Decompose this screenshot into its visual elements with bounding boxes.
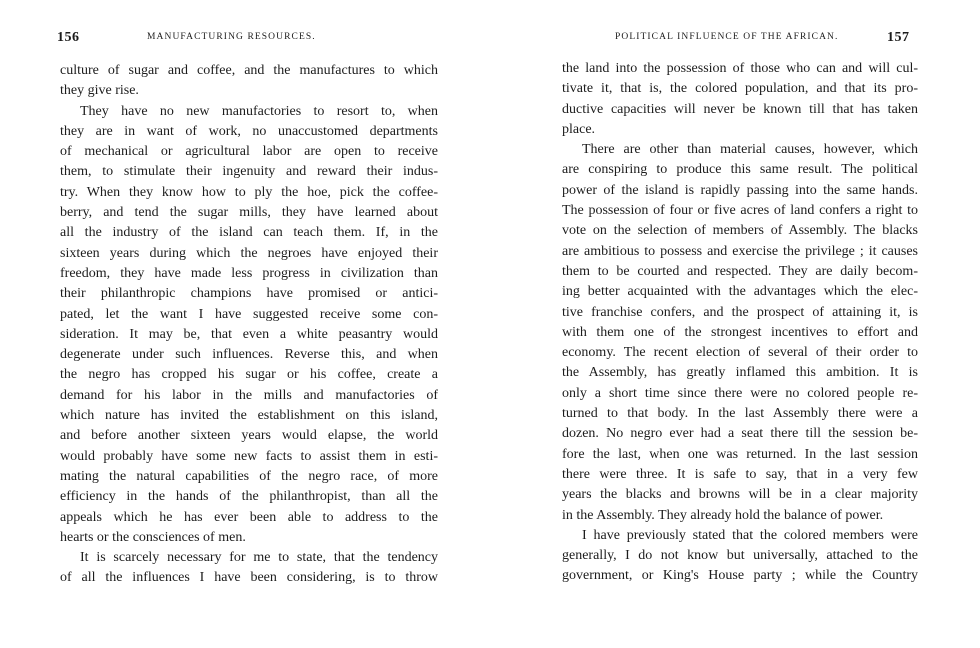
text-line: I have previously stated that the colored members were <box>582 527 918 543</box>
text-line: pated, let the want I have suggested receive some con- <box>60 306 438 322</box>
text-line: there were three. It is safe to say, that in a very few <box>562 466 918 482</box>
text-line: ductive capacities will never be known till that has taken <box>562 101 918 117</box>
text-line: their philanthropic champions have promised or antici- <box>60 286 438 302</box>
right-page <box>490 0 980 648</box>
left-body-text <box>60 61 438 589</box>
text-line: the negro has cropped his sugar or his coffee, create a <box>60 367 438 383</box>
right-page-number: 157 <box>887 30 910 45</box>
text-line: There are other than material causes, however, which <box>582 142 918 158</box>
text-line: they give rise. <box>60 83 139 99</box>
text-line: efficiency in the hands of the philanthropist, than all the <box>60 489 438 505</box>
text-line: are conspiring to produce this same result. The political <box>562 162 918 178</box>
text-line: berry, and tend the sugar mills, they have learned about <box>60 205 438 221</box>
text-line: appeals which he has ever been able to address to the <box>60 509 438 525</box>
text-line: of mechanical or agricultural labor are open to receive <box>60 144 438 160</box>
text-line: tive franchise confers, and the prospect of attaining it, is <box>562 304 918 320</box>
text-line: The possession of four or five acres of land confers a right to <box>562 203 918 219</box>
text-line: mating the natural capabilities of the negro race, of more <box>60 468 438 484</box>
text-line: power of the island is rapidly passing into the same hands. <box>562 182 918 198</box>
text-line: It is scarcely necessary for me to state, that the tendency <box>80 550 438 566</box>
left-page-number: 156 <box>57 30 80 45</box>
text-line: vote on the selection of members of Assembly. The blacks <box>562 223 918 239</box>
text-line: turned to that body. In the last Assembly there were a <box>562 406 918 422</box>
text-line: sideration. It may be, that even a white peasantry would <box>60 326 438 342</box>
text-line: them, to stimulate their ingenuity and reward their indus- <box>60 164 438 180</box>
text-line: with them one of the strongest incentives to effort and <box>562 324 918 340</box>
text-line: the land into the possession of those who can and will cul- <box>562 61 918 76</box>
text-line: try. When they know how to ply the hoe, pick the coffee- <box>60 184 438 200</box>
text-line: they are in want of work, no unaccustomed departments <box>60 123 438 139</box>
text-line: the Assembly, has greatly inflamed this ambition. It is <box>562 365 918 381</box>
text-line: all the industry of the island can teach them. If, in the <box>60 225 438 241</box>
text-line: would probably have some new facts to assist them in esti- <box>60 448 438 464</box>
text-line: economy. The recent election of several of their order to <box>562 345 918 361</box>
text-line: degenerate under such influences. Reverse this, and when <box>60 347 438 363</box>
text-line: of all the influences I have been considering, is to throw <box>60 570 438 586</box>
text-line: them to be courted and respected. They are daily becom- <box>562 263 918 279</box>
text-line: tivate it, that is, the colored population, and that its pro- <box>562 81 918 97</box>
text-line: government, or King's House party ; while the Country <box>562 568 918 584</box>
text-line: culture of sugar and coffee, and the manufactures to which <box>60 63 438 78</box>
right-running-head: POLITICAL INFLUENCE OF THE AFRICAN. <box>615 32 839 42</box>
text-line: sixteen years during which the negroes have enjoyed their <box>60 245 438 261</box>
text-line: only a short time since there were no colored people re- <box>562 385 918 401</box>
text-line: are ambitious to possess and exercise the privilege ; it causes <box>562 243 918 259</box>
text-line: hearts or the consciences of men. <box>60 529 246 545</box>
text-line: fore the last, when one was returned. In the last session <box>562 446 918 462</box>
right-body-text <box>562 59 918 587</box>
text-line: dozen. No negro ever had a seat there till the session be- <box>562 426 918 442</box>
text-line: which nature has invited the establishment on this island, <box>60 408 438 424</box>
text-line: place. <box>562 121 596 137</box>
text-line: demand for his labor in the mills and manufactories of <box>60 387 438 403</box>
text-line: They have no new manufactories to resort to, when <box>80 103 438 119</box>
text-line: ing better acquainted with the advantages which the elec- <box>562 284 918 300</box>
text-line: and before another sixteen years would elapse, the world <box>60 428 438 444</box>
text-line: generally, I do not know but universally, attached to the <box>562 548 918 564</box>
text-line: in the Assembly. They already hold the balance of power. <box>562 507 884 523</box>
left-running-head: MANUFACTURING RESOURCES. <box>147 32 316 42</box>
text-line: freedom, they have made less progress in civilization than <box>60 265 438 281</box>
text-line: years the blacks and browns will be in a clear majority <box>562 487 918 503</box>
